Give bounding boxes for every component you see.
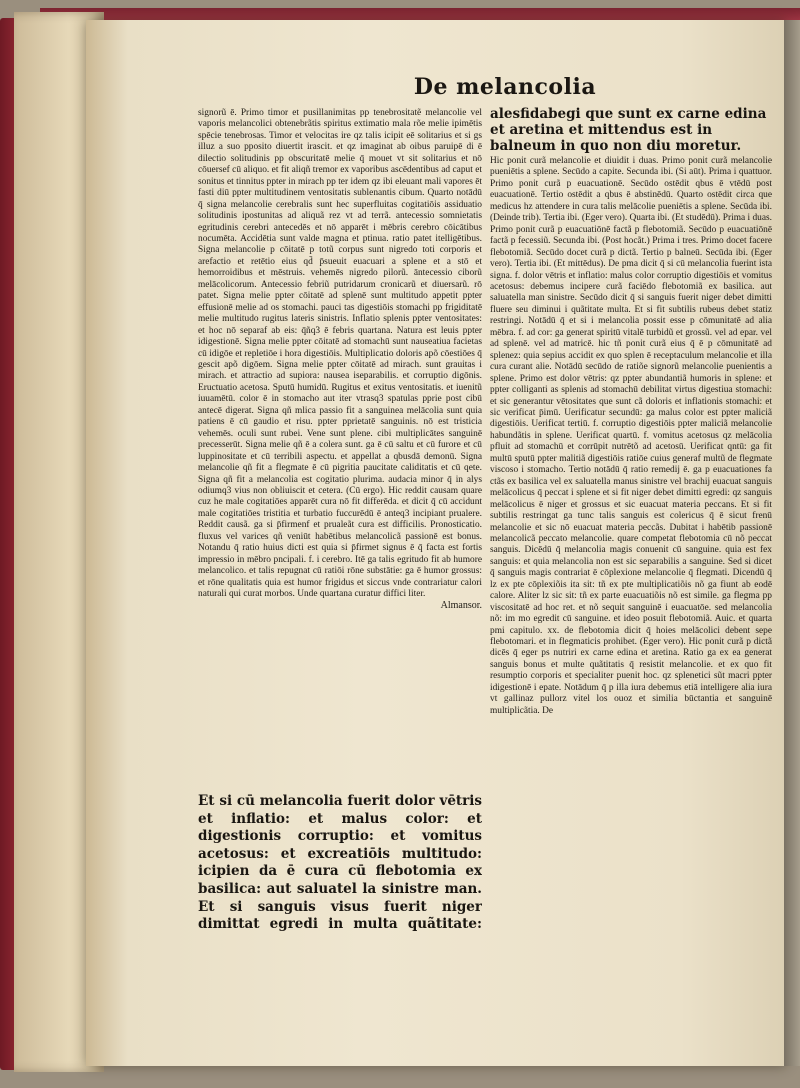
right-column-text: Hic ponit curã melancolie et diuidit i duas. Primo ponit curã melancolie pueniētis a splene. Secūdo a capite. Secunda ibi. (Si aūt). Prima i quattuor. Primo ponit curã p euacuationē. Secūdo ostēdit qbus ē vtēdū post euacuationē. Tertio ostēdit a qbus ē abstinēdū. Quarto ostēdit circa que medicus hz attendere in cura talis melācolie pueniētis a splene. Secūda ibi. (Deinde trib). Tertia ibi. (Eger vero). Quarta ibi. (Et studēdū). Prima i duas. Primo ponit curã p euacuatiōnē factã p flebotomiã. Secūdo p euacuatiōnē factã p fecessiũ. Secunda ibi. (Post hocãt.) Prima i tres. Primo docet facere flebotomiã. Secūdo docet curã p dictã. Tertio p balneū. Secūda ibi. (Eger vero). Tertia ibi. (Et mittēdus). De pma dicit q̄ si cū melancolia fuerint ista signa. f. dolor vētris et inflatio: malus color corruptio digestiōis et vomitus acetosus: debemus incipere curã faciēdo flebotomiã ex basilica. aut saluatella man sinistre. Secūdo dicit q̄ si sanguis fuerit niger debet dimitti fluere seu diminui i quãtitate multa. Et si fit subtilis rubeus debet statiz restringi. Notādū q̄ et si i melancolia possit esse p cōmunitatē ad alia mēbra. f. ad cor: ga generat spiritū vitalē turbidũ et grossũ. vel ad epar. vel ad splenē. vel ad matricē. hic tñ ponit curã eius q̄ ē p cōmunitatē ad splenez: quia sepius accidit ex quo splen ē receptaculum melancolie et illa cura curant alie. Notādū secūdo de ratiõe signorũ melancolie puenientis a splene. Primo est dolor vētris: qz ppter abundantiã humoris in splene: et ppter colliganti as splenis ad stomachū debilitat virtus digestiua stomachi: et sic generantur vētositates que sunt cã doloris et inflationis stomachi: et sic verificat p̄imū. Uerificatur secundū: ga malus color est ppter maliciã digestiōis. Uerificat tertiū. f. corruptio digestiōis ppter maliciã melancolie habundãtis in splene. Uerificat quartū. f. vomitus acetosus qz melācolia pfluit ad stomachū et corrūpit nutrētõ ad acetosū. Uerificat qntū: ga fit multū sputū ppter malitiã digestiōis ratiōe cuius generaf multũ de flegmate viscoso i stomacho. Tertio notādū q̄ ratio remedij ē. ga p euacuationes fa ctãs ex basilica vel ex saluatella manus sinistre vel brachij euacuat sanguis melācolicus q̄ peccat i splene et si fit niger debet dimitti egredi: qz sanguis melācolicus ē niger et grossus et sic euacuat materia peccans. Et si fit subtilis restringat ga tunc talis sanguis est colericus q̄ ē sicut frenū melancolie et sic nō euacuat materia peccãs. Dubitat i habētib passionē melancolicã peccato melancolie. quare competat flebotomia cū nõ peccat sanguis. Dicēdū q̄ melancolia magis conuenit cū sanguine. quia est fex sanguis: et quia melancolia non est sic separabilis a sanguine. Sed si dicet q̄ sanguis magis contrariat ē cōplexione melancolie q̄ flegmati. Dicendū q̄ lz ex pte cōplexiõis ita sit: tñ ex pte multiplicatiõis nõ ga fiunt ab eodē calore. Aliter lz sic sit: tñ ex parte euacuatiõis nõ est simile. ga flegma pp viscositatē ad hoc ret. et nõ sequit sanguinē i euacuatōe. sed melancolia nõ: im mo egredit cū sanguine. et ideo posuit flebotomiã. Auic. et quarta pmi capitulo. xx. de flebotomia dicit q̄ hoies melācolici debent sepe flebotomari. et in flegmaticis prohibet. (Eger vero). Hic ponit curã p dictã dicēs q̄ eger ps nutriri ex carne edina et aretina. Ratio ga ex ea generat sanguis bonus et multe quãtitatis q̄ resistit melancolie. et ex quo fit resumptio corporis et specialiter puenit hoc. qz splenetici sũt macri ppter idigestionē i epate. Notādum q̄ p illa iura debemus etiā intelligere alia iura vt gallinaz pullorz vitel los ouoz et similia būctantia et sanguinē multiplicãtia. De [490, 156, 772, 716]
left-column-text: signorũ ē. Primo timor et pusillanimitas pp tenebrositatẽ melancolie vel vaporis melancolici obtenebrãtis spiritus extimatio mala rõe melie ipimētis spēcie tenebrosas. Timor et velocitas ire qz talis icipit eē solitarius et si gs illuz a suo pposito diuertit irascit. et qz imaginat ab oibus paruipē di ē dilectio solitudinis pp obscuritatē melie q̄ mouet vt sit solitarius et nō cōuersef cū aliquo. et fit aliqñ tremor ex vaporibus ascēdentibus ad caput et sonitus et tinnitus ppter in mirach pp ter idem qz ibi eleuant mali vapores ēt fasti diū ppter multitudinem ventositatis sublenantis cibum. Quarto notādū q̄ signa melancolie cerebralis sunt hec superfluitas cogitatiōis assiduatio solitudinis ipostunitas ad aliquã rez vt ad terrã. antecessio somnietatis egritudinis cerebri antecedēs et nō apparēt i mēbris cerebro cōicātibus nocumēta. Accidētia sunt valde magna et ptinua. ratio patet itelligētibus. Signa melancolie p cōitatē p totũ corpus sunt nigredo toti corporis et arefactio et retētio eius qd̄ p̄sueuit euacuari a splene et a stō et hemorroidibus et mēstruis. vehemēs nigredo pilorũ. āntecessio ciborũ melācolicorum. Antecessio febriũ putridarum cronicarũ et diuersarũ. rō patet. Signa melie ppter cōitatē ad splenē sunt multitudo appetit ppter effusionē melie ad os stomachi. pauci tas digestiōis stomachi pp frigiditatē melie multitudo rugitus lateris sinistris. Inflatio splenis ppter ventositates: et hoc nō separaf ab eis: q̄ñq3 ē febris quartana. Natura est leuis ppter idigestionē. Signa melie ppter cōitatē ad stomachū sunt nauseatiua facietas cū idigōe et repletiōe i hora digestiōis. Multiplicatio doloris apõ cōestiōes q̄ gescit apõ digōem. Signa melie ppter cōitatē ad mirach. sunt grauitas i mirach. et attractio ad supiora: nausea iseparabilis. et corruptio digōnis. Eructuatio acetosa. Sputū humidū. Rugitus et exitus ventositatis. et iuenitũ iuuamētū. color ē in stomacho aut iter vtrasq3 spatulas pprie post cibū antecē digerat. Signa qñ mlica passio fit a sanguinea melācolia sunt quia patiens ē cū gaudio et risu. ppter pprietatē sanguinis. nō est tristicia vehemēs. oculi sunt rubei. Vene sunt plene. cibi multiplicātes sanguinē precesserūt. Signa melie qñ ē a colera sunt. ga ē cū saltu et cū furore et cū luppinositate et cū terribili aspectu. et appellat a qbusdā demonū. Signa melancolie qñ fit a flegmate ē cū pigritia paucitate caliditatis et cū qete. Signa qñ fit a melancolia est cogitatio plurima. audacia minor q̄ in alys odiumq3 vius non obliuiscit et cetera. (Cū ergo). Hic reddit causam quare cuz he male cogitatiōes apparēt cura nō fit differēda. et dicit q̄ cū accidunt male cogitatiōes tristitia et turbatio fuccurēdū ē anteq3 incipiant prualere. Reddit causã. ga si p̄firmenf et prualeãt cura est difficilis. Pronosticatio. fluxus vel varices qñ veniūt habētibus melancolicã passionē est bonus. Notandu q̄ ratio huius dicti est quia si p̄firmet signus ē q̄ facta est fortis impressio in mēbro pncipali. f. i cerebro. Itē ga talis egritudo fit ab humore melancolico. et talis repugnat cū ratiōi rōne substātie: ga ē humor grossus: et rōne qualitatis quia est humor frigidus et siccus vnde contrariatur calori naturali qui curat morbos. Unde quartana curatur diffici liter. [198, 108, 482, 600]
right-column [490, 156, 772, 926]
right-margin-shadow [784, 20, 800, 1066]
left-large-text: Et si cū melancolia fuerit dolor vētris et inflatio: et malus color: et digestionis corruptio: et vomitus acetosus: et excreatiōis multitudo: icipien da ē cura cū flebotomia ex basilica: aut saluatel la sinistre man. Et si sanguis visus fuerit niger dimittat egredi in multa quãtitate: [198, 793, 482, 933]
right-head-block [490, 106, 772, 154]
cover-top-edge [40, 8, 800, 20]
page-heading: De melancolia [413, 74, 597, 100]
right-head-text: alesfidabegi que sunt ex carne edina et aretina et mittendus est in balneum in quo non diu moretur. [490, 106, 767, 154]
left-signature: Almansor. [440, 600, 482, 612]
